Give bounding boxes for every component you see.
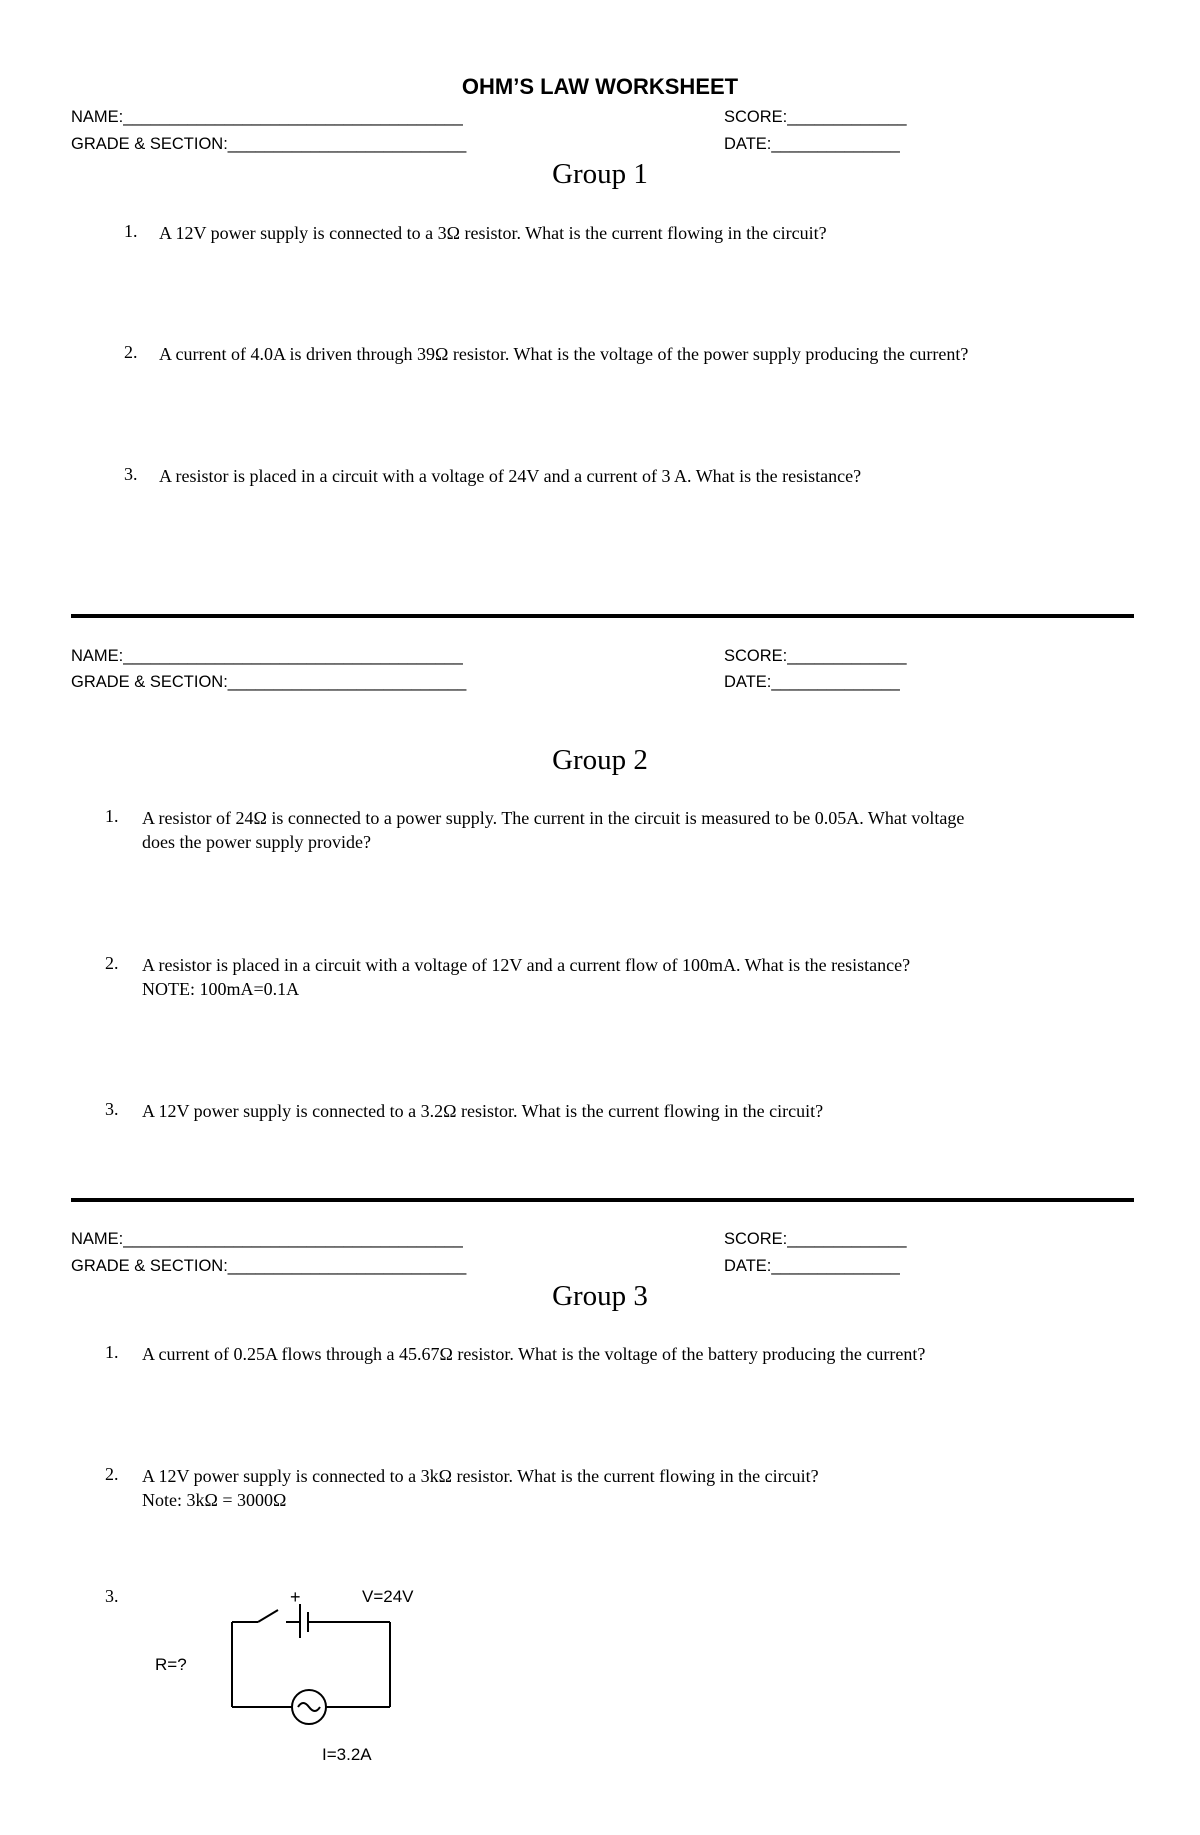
group-2-question-2-note: NOTE: 100mA=0.1A <box>142 979 300 999</box>
name-field[interactable]: NAME:_____________________________________ <box>71 647 463 665</box>
date-field[interactable]: DATE:______________ <box>724 135 900 153</box>
circuit-current-label: I=3.2A <box>322 1745 372 1764</box>
group-3-question-2-number: 2. <box>105 1464 119 1484</box>
circuit-diagram <box>140 1580 440 1770</box>
group-1-question-1-text: A 12V power supply is connected to a 3Ω resistor. What is the current flowing in the circuit? <box>159 223 827 243</box>
group-2-question-2-number: 2. <box>105 953 119 973</box>
grade-section-field[interactable]: GRADE & SECTION:__________________________ <box>71 135 467 153</box>
group-1-question-2-number: 2. <box>124 342 138 362</box>
group-2-question-2-text: A resistor is placed in a circuit with a voltage of 12V and a current flow of 100mA. What is the resistance? <box>142 955 911 975</box>
group-2-question-1-number: 1. <box>105 806 119 826</box>
group-1-question-2-text: A current of 4.0A is driven through 39Ω resistor. What is the voltage of the power supply producing the current? <box>159 344 969 364</box>
group-1-title: Group 1 <box>552 158 648 190</box>
group-2-question-3-number: 3. <box>105 1099 119 1119</box>
grade-section-field[interactable]: GRADE & SECTION:__________________________ <box>71 673 467 691</box>
switch-lever <box>258 1610 278 1622</box>
circuit-resistance-label: R=? <box>155 1655 187 1674</box>
circuit-plus-sign: + <box>290 1587 301 1607</box>
score-field[interactable]: SCORE:_____________ <box>724 108 907 126</box>
circuit-voltage-label: V=24V <box>362 1587 414 1606</box>
group-3-title: Group 3 <box>552 1280 648 1312</box>
name-field[interactable]: NAME:_____________________________________ <box>71 108 463 126</box>
group-1-question-3-text: A resistor is placed in a circuit with a voltage of 24V and a current of 3 A. What is the resistance? <box>159 466 862 486</box>
worksheet-title: OHM’S LAW WORKSHEET <box>461 74 739 99</box>
group-3-question-1-number: 1. <box>105 1342 119 1362</box>
group-2-question-3-text: A 12V power supply is connected to a 3.2Ω resistor. What is the current flowing in the circuit? <box>142 1101 824 1121</box>
section-divider-1 <box>71 614 1134 618</box>
group-3-question-2-text: A 12V power supply is connected to a 3kΩ resistor. What is the current flowing in the circuit? <box>142 1466 819 1486</box>
date-field[interactable]: DATE:______________ <box>724 673 900 691</box>
group-3-question-1-text: A current of 0.25A flows through a 45.67Ω resistor. What is the voltage of the battery producing the current? <box>142 1344 926 1364</box>
group-3-question-2-note: Note: 3kΩ = 3000Ω <box>142 1490 287 1510</box>
ammeter-symbol <box>298 1703 320 1711</box>
grade-section-field[interactable]: GRADE & SECTION:__________________________ <box>71 1257 467 1275</box>
score-field[interactable]: SCORE:_____________ <box>724 1230 907 1248</box>
group-1-question-1-number: 1. <box>124 221 138 241</box>
date-field[interactable]: DATE:______________ <box>724 1257 900 1275</box>
group-2-question-1-text: A resistor of 24Ω is connected to a power supply. The current in the circuit is measured to be 0.05A. What voltage <box>142 808 965 828</box>
score-field[interactable]: SCORE:_____________ <box>724 647 907 665</box>
group-2-title: Group 2 <box>552 744 648 776</box>
group-1-question-3-number: 3. <box>124 464 138 484</box>
group-2-question-1-text-cont: does the power supply provide? <box>142 832 371 852</box>
group-3-question-3-number: 3. <box>105 1586 119 1606</box>
name-field[interactable]: NAME:_____________________________________ <box>71 1230 463 1248</box>
section-divider-2 <box>71 1198 1134 1202</box>
